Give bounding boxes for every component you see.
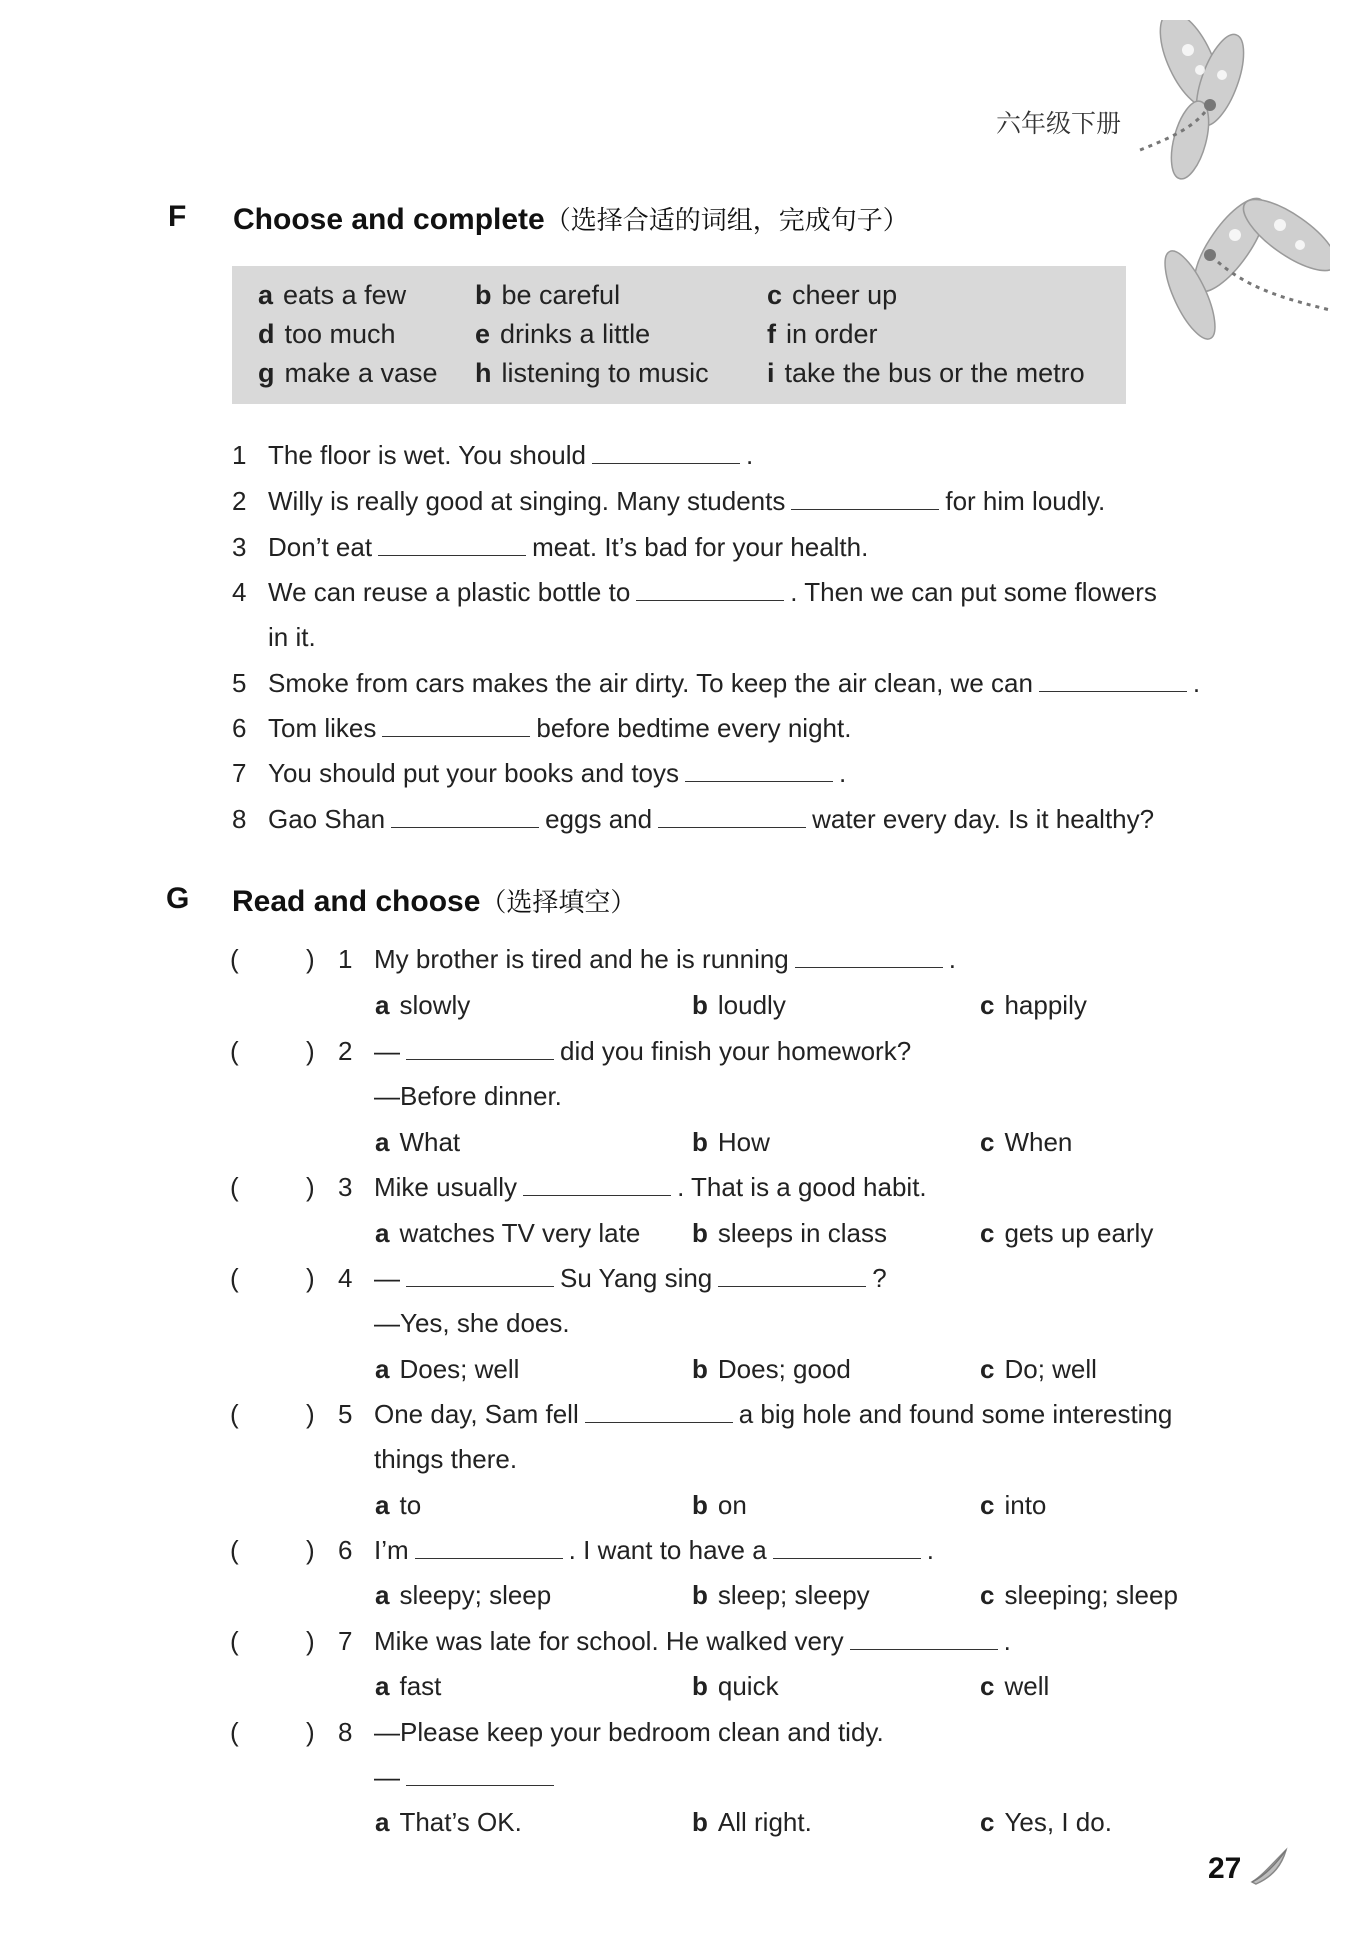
choice-a[interactable]: a slowly	[375, 990, 471, 1020]
g-question-4: — Su Yang sing ?	[374, 1263, 887, 1293]
choice-c[interactable]: c gets up early	[980, 1218, 1154, 1248]
word-option: e drinks a little	[475, 319, 651, 349]
section-g-title-cn: （选择填空）	[480, 887, 637, 917]
g-question-number: 2	[338, 1036, 353, 1066]
answer-blank[interactable]	[585, 1400, 733, 1423]
answer-paren-close[interactable]: )	[306, 1626, 315, 1656]
answer-blank[interactable]	[1039, 669, 1187, 692]
word-option: f in order	[767, 319, 878, 349]
choice-b[interactable]: b on	[692, 1490, 747, 1520]
answer-paren-close[interactable]: )	[306, 1399, 315, 1429]
word-option: i take the bus or the metro	[767, 358, 1085, 388]
f-item-1: The floor is wet. You should .	[268, 440, 754, 470]
f-item-number: 8	[232, 804, 247, 834]
g-question-number: 5	[338, 1399, 353, 1429]
answer-paren-open[interactable]: (	[230, 1172, 239, 1202]
choice-c[interactable]: c into	[980, 1490, 1047, 1520]
choice-b[interactable]: b sleeps in class	[692, 1218, 887, 1248]
choice-a[interactable]: a watches TV very late	[375, 1218, 641, 1248]
choice-a[interactable]: a What	[375, 1127, 461, 1157]
g-question-number: 1	[338, 944, 353, 974]
answer-blank[interactable]	[391, 805, 539, 828]
choice-c[interactable]: c sleeping; sleep	[980, 1580, 1178, 1610]
g-question-5: One day, Sam fell a big hole and found some interesting	[374, 1399, 1173, 1429]
choice-b[interactable]: b loudly	[692, 990, 786, 1020]
f-item-number: 6	[232, 713, 247, 743]
f-item-4: We can reuse a plastic bottle to . Then we can put some flowers	[268, 577, 1157, 607]
choice-a[interactable]: a fast	[375, 1671, 442, 1701]
choice-c[interactable]: c When	[980, 1127, 1073, 1157]
f-item-number: 4	[232, 577, 247, 607]
answer-blank[interactable]	[406, 1763, 554, 1786]
answer-paren-open[interactable]: (	[230, 1626, 239, 1656]
grade-label: 六年级下册	[996, 110, 1122, 138]
f-item-6: Tom likes before bedtime every night.	[268, 713, 852, 743]
choice-b[interactable]: b quick	[692, 1671, 779, 1701]
answer-paren-close[interactable]: )	[306, 1263, 315, 1293]
answer-blank[interactable]	[636, 578, 784, 601]
choice-a[interactable]: a That’s OK.	[375, 1807, 522, 1837]
f-item-7: You should put your books and toys .	[268, 758, 847, 788]
f-item-2: Willy is really good at singing. Many students for him loudly.	[268, 486, 1106, 516]
f-item-number: 3	[232, 532, 247, 562]
answer-blank[interactable]	[592, 441, 740, 464]
answer-paren-close[interactable]: )	[306, 1172, 315, 1202]
choice-b[interactable]: b Does; good	[692, 1354, 851, 1384]
f-item-number: 1	[232, 440, 247, 470]
answer-blank[interactable]	[658, 805, 806, 828]
leaf-icon	[1248, 1846, 1290, 1888]
answer-paren-open[interactable]: (	[230, 1263, 239, 1293]
answer-paren-open[interactable]: (	[230, 1399, 239, 1429]
g-question-number: 4	[338, 1263, 353, 1293]
f-item-number: 2	[232, 486, 247, 516]
g-question-number: 7	[338, 1626, 353, 1656]
g-question-7: Mike was late for school. He walked very .	[374, 1626, 1011, 1656]
choice-b[interactable]: b How	[692, 1127, 770, 1157]
choice-c[interactable]: c happily	[980, 990, 1087, 1020]
answer-blank[interactable]	[795, 945, 943, 968]
choice-c[interactable]: c Yes, I do.	[980, 1807, 1112, 1837]
choice-b[interactable]: b All right.	[692, 1807, 812, 1837]
answer-blank[interactable]	[718, 1264, 866, 1287]
g-question-2: — did you finish your homework?	[374, 1036, 912, 1066]
g-question-5-continued: things there.	[374, 1444, 518, 1474]
word-option: c cheer up	[767, 280, 898, 310]
word-option: d too much	[258, 319, 396, 349]
g-question-4-reply: —Yes, she does.	[374, 1308, 570, 1338]
answer-blank[interactable]	[415, 1536, 563, 1559]
word-option: h listening to music	[475, 358, 709, 388]
answer-blank[interactable]	[523, 1173, 671, 1196]
answer-blank[interactable]	[378, 533, 526, 556]
answer-blank[interactable]	[406, 1264, 554, 1287]
section-f-title-en: Choose and complete	[233, 203, 545, 236]
word-option: g make a vase	[258, 358, 438, 388]
answer-blank[interactable]	[685, 759, 833, 782]
page-number: 27	[1208, 1852, 1242, 1885]
answer-paren-close[interactable]: )	[306, 1535, 315, 1565]
section-f-title-cn: （选择合适的词组，完成句子）	[544, 205, 909, 235]
f-item-number: 5	[232, 668, 247, 698]
answer-blank[interactable]	[791, 487, 939, 510]
answer-blank[interactable]	[406, 1037, 554, 1060]
f-item-5: Smoke from cars makes the air dirty. To keep the air clean, we can .	[268, 668, 1201, 698]
answer-paren-close[interactable]: )	[306, 1036, 315, 1066]
dragonfly-decoration-icon	[1130, 20, 1330, 340]
section-g-letter: G	[166, 882, 190, 915]
word-option: b be careful	[475, 280, 621, 310]
choice-a[interactable]: a sleepy; sleep	[375, 1580, 552, 1610]
answer-paren-open[interactable]: (	[230, 944, 239, 974]
f-item-4-continued: in it.	[268, 622, 316, 652]
answer-paren-open[interactable]: (	[230, 1717, 239, 1747]
choice-a[interactable]: a Does; well	[375, 1354, 520, 1384]
section-f-title	[233, 200, 909, 237]
answer-paren-close[interactable]: )	[306, 1717, 315, 1747]
g-question-6: I’m . I want to have a .	[374, 1535, 934, 1565]
g-question-1: My brother is tired and he is running .	[374, 944, 957, 974]
choice-b[interactable]: b sleep; sleepy	[692, 1580, 870, 1610]
f-item-8: Gao Shan eggs and water every day. Is it healthy?	[268, 804, 1155, 834]
g-question-3: Mike usually . That is a good habit.	[374, 1172, 927, 1202]
f-item-3: Don’t eat meat. It’s bad for your health.	[268, 532, 869, 562]
choice-a[interactable]: a to	[375, 1490, 422, 1520]
g-question-number: 8	[338, 1717, 353, 1747]
answer-blank[interactable]	[773, 1536, 921, 1559]
g-question-8: —Please keep your bedroom clean and tidy.	[374, 1717, 884, 1747]
answer-blank[interactable]	[850, 1627, 998, 1650]
g-question-8-reply: —	[374, 1762, 560, 1793]
answer-paren-close[interactable]: )	[306, 944, 315, 974]
g-question-number: 3	[338, 1172, 353, 1202]
answer-paren-open[interactable]: (	[230, 1036, 239, 1066]
answer-paren-open[interactable]: (	[230, 1535, 239, 1565]
g-question-2-reply: —Before dinner.	[374, 1081, 562, 1111]
word-option: a eats a few	[258, 280, 407, 310]
section-g-title	[232, 882, 636, 919]
choice-c[interactable]: c Do; well	[980, 1354, 1097, 1384]
g-question-number: 6	[338, 1535, 353, 1565]
choice-c[interactable]: c well	[980, 1671, 1050, 1701]
section-g-title-en: Read and choose	[232, 885, 481, 918]
answer-blank[interactable]	[382, 714, 530, 737]
section-f-letter: F	[168, 200, 187, 233]
f-item-number: 7	[232, 758, 247, 788]
